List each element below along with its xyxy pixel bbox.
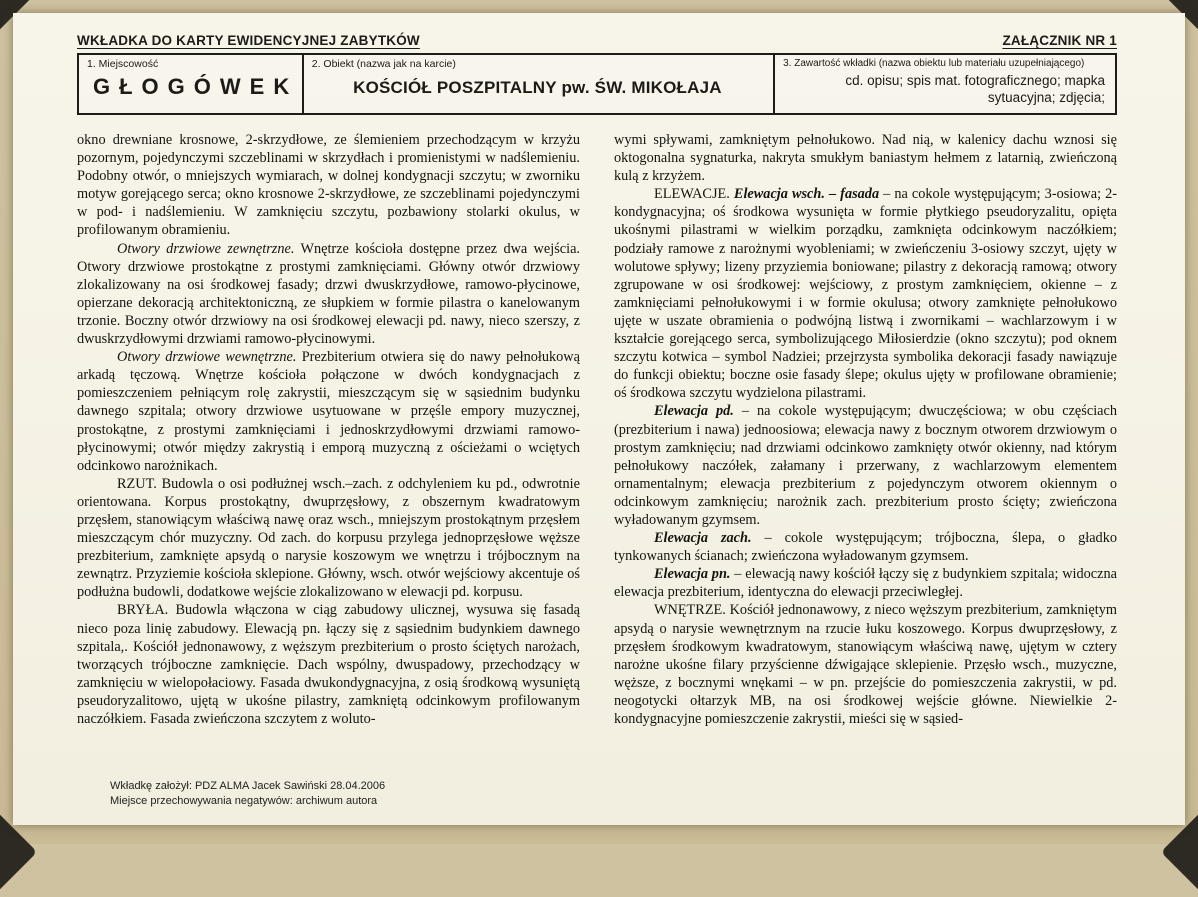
insert-title: WKŁADKA DO KARTY EWIDENCYJNEJ ZABYTKÓW (77, 33, 420, 48)
paragraph-bryla (77, 601, 580, 728)
field-contents-value: cd. opisu; spis mat. fotograficznego; mapka sytuacyjna; zdjęcia; (845, 73, 1105, 105)
paragraph-text: Kościół jednonawowy, z nieco węższym prezbiterium, zamkniętym apsydą o narysie wewnętrznym na rzucie łuku koszowego. Korpus dwuprzęsłowy, z przęsłem środkowym kwadratowym, stanowiącym właściwą nawę, ujętym w cztery narożne ukośne filary przyścienne dźwigające sklepienie. Przęsło wsch., muzyczne, węższe, z bocznymi wnękami – w pn. przejście do pomieszczenia zakrystii, w pd. neogotycki ołtarzyk MB, na osi środkowej wejście główne. Niewielkie 2-kondygnacyjne pomieszczenie zakrystii, mieści się w sąsied- (614, 602, 1117, 727)
paragraph-text: Wnętrze kościoła dostępne przez dwa wejścia. Otwory drzwiowe prostokątne z prostymi zamknięciami. Główny otwór drzwiowy zlokalizowany na osi środkowej fasady; drzwi dwuskrzydłowe, ramowo-płycinowe, opierzane dekoracją architektoniczną, ze słupkiem w formie pilastra o kanelowanym trzonie. Boczny otwór drzwiowy na osi środkowej elewacji pd. nawy, nieco szerszy, z dwuskrzydłowymi drzwiami ramowo-płycinowymi. (77, 240, 580, 348)
paragraph-text: Budowla o osi podłużnej wsch.–zach. z odchyleniem ku pd., odwrotnie orientowana. Korpus prostokątny, dwuprzęsłowy, z obszernym kwadratowym przęsłem, stanowiącym właściwą nawę oraz wsch., mniejszym prostokątnym przęsłem mieszczącym chór muzyczny. Od zach. do korpusu przylega jednoprzęsłowe węższe prezbiterium, zamknięte apsydą o narysie koszowym we wnętrzu i trójbocznym na zewnątrz. Przyziemie kościoła sklepione. Główny, wsch. otwór wejściowy akcentuje oś podłużna budowli, dodatkowe wejście zlokalizowano w elewacji pd. korpusu. (77, 475, 580, 601)
field-object (302, 55, 773, 113)
paragraph-lead: Otwory drzwiowe wewnętrzne. (117, 349, 297, 366)
paragraph-lead: ELEWACJE. (654, 186, 730, 203)
paragraph-otwory-zewnetrzne (77, 240, 580, 349)
body-text (77, 131, 1117, 728)
footer-note-author: Wkładkę założył: PDZ ALMA Jacek Sawiński 28.04.2006 (110, 780, 386, 792)
paragraph-wnetrze (614, 601, 1117, 728)
paragraph-rzut (77, 475, 580, 602)
left-column (77, 131, 580, 728)
paragraph-text: Prezbiterium otwiera się do nawy pełnołukową arkadą tęczową. Wnętrze kościoła połączone w dwóch kondygnacjach z pomieszczeniem pełniącym rolę zakrystii, mieszczącym się w sąsiednim budynku dawnego szpitala; otwory drzwiowe usytuowane w przęśle empory muzycznej, prostokątne, z prostymi zamknięciami i jednoskrzydłowymi drzwiami ramowo-płycinowymi; otwór między zakrystią i emporą muzyczną z ościeżami o wciętych odcinkowo narożnikach. (77, 349, 580, 474)
paper-sheet (13, 13, 1185, 825)
field-locality (79, 55, 302, 113)
paragraph-text: – na cokole występującym; 3-osiowa; 2-kondygnacyjna; oś środkowa wysunięta w formie płytkiego pseudoryzalitu, opięta ukośnymi pilastrami w wielkim porządku, zamknięta odcinkowym naczółkiem; podziały ramowe z narożnymi wyobleniami; w zwieńczeniu 3-osiowy szczyt, ujęty w wolutowe spływy; lizeny przyziemia boniowane; pilastry z dekoracją ramową; otwory zgrupowane w osi środkowej: wejściowy, z prostym zamknięciem, okienne – z zamknięciami pełnołukowymi i w formie okulusa; otwory zamknięte pełnołukowo ujęte w uszate obramienia o podwójną listwą i zwornikami – wachlarzowym i w kształcie gorejącego serca, symbolizującego Miłosierdzie (okno szczytu); pod oknem szczytu kotwica – symbol Nadziei; przejrzysta symbolika dekoracji fasady nawiązuje do funkcji obiektu; boczne osie fasady ślepe; okulus ujęty w profilowane obramienie; oś środkowa szczytu wydzielona pilastrami. (614, 186, 1118, 402)
paragraph-otwory-wewnetrzne (77, 348, 580, 475)
field-object-value: KOŚCIÓŁ POSZPITALNY pw. ŚW. MIKOŁAJA (353, 78, 722, 97)
paragraph-text: okno drewniane krosnowe, 2-skrzydłowe, ze ślemieniem przechodzącym w krzyżu pozornym, pojedynczymi szczeblinami w skrzydłach i promienistymi w nadślemieniu. Podobny otwór, o mniejszych wymiarach, w dolnej kondygnacji szczytu; w zworniku motyw gorejącego serca; okno krosnowe 2-skrzydłowe, ze szczeblinami pojedynczymi w pod- i nadślemieniu. W zamknięciu szczytu, pozbawiony stolarki okulus, w profilowanym obramieniu. (77, 132, 580, 239)
paragraph-lead: RZUT. (117, 475, 157, 492)
paragraph-elewacja-pn (614, 565, 1117, 601)
right-column (614, 131, 1117, 728)
paragraph-text: – na cokole występującym; dwuczęściowa; w obu częściach (prezbiterium i nawa) jednoosiowa; elewacja nawy z bocznym otworem drzwiowym o prostym zamknięciu; nad drzwiami odcinkowo zamknięty otwór okienny, nad którym pełnołukowy naczółek, załamany i przerwany, z wachlarzowym elementem ornamentalnym; elewacja prezbiterium z pojedynczym otworem okiennym o odcinkowym zamknięciu; narożnik zach. prezbiterium prosto ścięty; zwieńczona wyładowanym gzymsem. (614, 403, 1118, 528)
annex-number: ZAŁĄCZNIK NR 1 (1002, 33, 1117, 48)
paragraph-lead: Otwory drzwiowe zewnętrzne. (117, 240, 295, 257)
field-locality-value: GŁOGÓWEK (93, 74, 299, 99)
paragraph-text: – elewacją nawy kościół łączy się z budynkiem szpitala; widoczna elewacja prezbiterium, identyczna do elewacji przeciwległej. (614, 566, 1117, 601)
paragraph-lead: Elewacja pd. (654, 403, 734, 420)
paragraph-okno-cd (77, 131, 580, 240)
field-object-label: 2. Obiekt (nazwa jak na karcie) (311, 58, 456, 70)
paragraph-sublead: Elewacja wsch. – fasada (733, 186, 880, 203)
paragraph-elewacja-pd (614, 402, 1117, 529)
paragraph-text: wymi spływami, zamkniętym pełnołukowo. Nad nią, w kalenicy dachu wznosi się oktogonalna sygnaturka, nakryta smukłym baniastym hełmem z latarnią, zwieńczoną kulą z krzyżem. (614, 132, 1117, 185)
paragraph-fasada-cd (614, 131, 1117, 185)
field-contents (773, 55, 1115, 113)
paragraph-lead: Elewacja zach. (654, 530, 752, 547)
paragraph-elewacja-zach (614, 529, 1117, 565)
page-content (13, 13, 1185, 807)
field-locality-label: 1. Miejscowość (87, 58, 159, 70)
paragraph-lead: BRYŁA. (117, 602, 169, 619)
footer-notes (110, 779, 385, 809)
paragraph-lead: Elewacja pn. (654, 566, 731, 583)
footer-note-negatives: Miejsce przechowywania negatywów: archiwum autora (110, 795, 378, 807)
paragraph-text: – cokole występującym; trójboczna, ślepa, o gładko tynkowanych ścianach; zwieńczona wyładowanym gzymsem. (614, 530, 1117, 565)
paragraph-text: Budowla włączona w ciąg zabudowy ulicznej, wysuwa się fasadą nieco poza linię zabudowy. Elewacją pn. łączy się z sąsiednim budynkiem dawnego szpitala,. Kościół jednonawowy, z węższym prezbiterium o prosto ściętych narożach, tworzących trójboczne zamknięcie. Dach wspólny, dwuspadowy, przechodzący w zamknięciu w wielopołaciowy. Fasada dwukondygnacyjna, z osią środkową wysuniętą pseudoryzalitowo, ujętą w ukośne pilastry, zamkniętą odcinkowym profilowanym naczółkiem. Fasada zwieńczona szczytem z woluto- (77, 602, 580, 727)
paragraph-elewacje-wsch (614, 185, 1117, 402)
document-header (77, 33, 1117, 48)
record-form-table (77, 53, 1117, 115)
field-contents-label: 3. Zawartość wkładki (nazwa obiektu lub materiału uzupełniającego) (783, 58, 1085, 69)
paragraph-lead: WNĘTRZE. (654, 602, 726, 619)
